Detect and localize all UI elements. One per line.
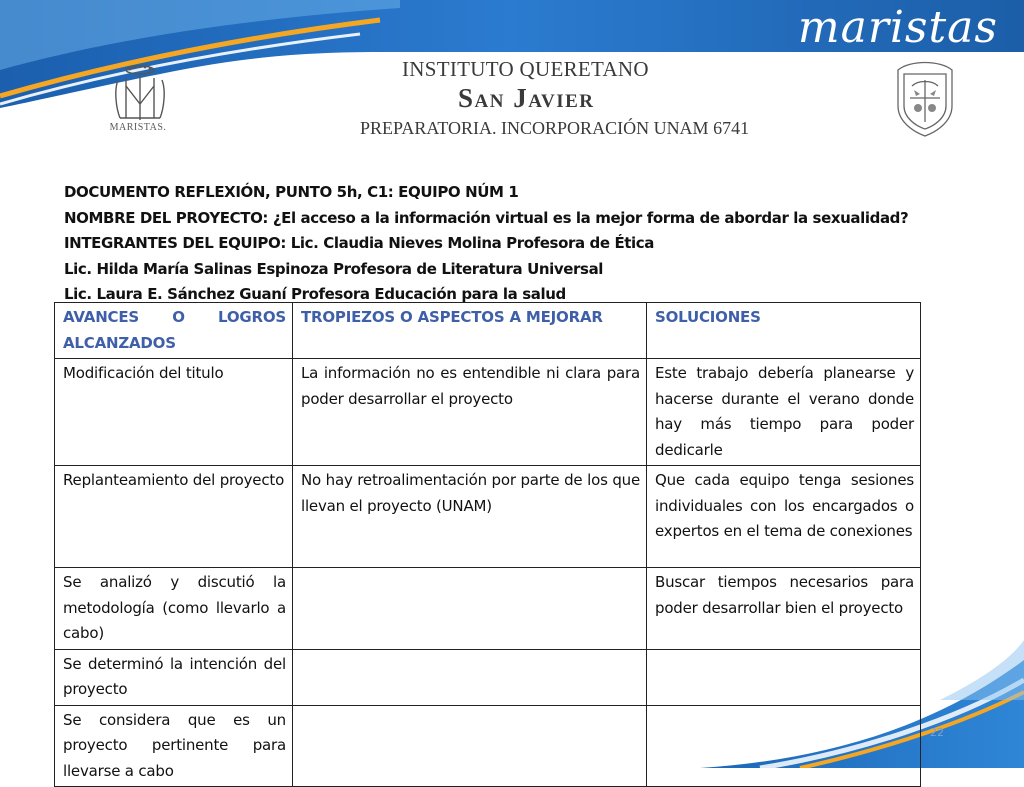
project-name: NOMBRE DEL PROYECTO: ¿El acceso a la información virtual es la mejor forma de abordar la sexualidad? <box>64 208 909 227</box>
page-number: 22 <box>930 726 944 739</box>
table-row <box>55 705 921 787</box>
table-cell: Este trabajo debería planearse y hacerse durante el verano donde hay más tiempo para poder dedicarle <box>647 359 921 466</box>
table-cell: No hay retroalimentación por parte de los que llevan el proyecto (UNAM) <box>293 466 647 568</box>
table-cell: La información no es entendible ni clara para poder desarrollar el proyecto <box>293 359 647 466</box>
table-row <box>55 649 921 705</box>
school-subtitle: PREPARATORIA. INCORPORACIÓN UNAM 6741 <box>360 118 750 138</box>
table-cell: Se considera que es un proyecto pertinente para llevarse a cabo <box>55 705 293 787</box>
table-cell: Buscar tiempos necesarios para poder desarrollar bien el proyecto <box>647 568 921 650</box>
table-header-row <box>55 303 921 359</box>
institute-name: INSTITUTO QUERETANO <box>402 57 649 81</box>
table-cell <box>293 649 647 705</box>
left-logo-caption: MARISTAS. <box>109 122 167 133</box>
table-cell: Replanteamiento del proyecto <box>55 466 293 568</box>
team-member-3: Lic. Laura E. Sánchez Guaní Profesora Educación para la salud <box>64 285 566 303</box>
table-cell: Se determinó la intención del proyecto <box>55 649 293 705</box>
team-members-line: INTEGRANTES DEL EQUIPO: Lic. Claudia Nieves Molina Profesora de Ética <box>64 234 655 252</box>
table-cell <box>293 705 647 787</box>
table-cell: Se analizó y discutió la metodología (como llevarlo a cabo) <box>55 568 293 650</box>
table-cell <box>647 649 921 705</box>
maristas-wordmark: maristas <box>797 2 998 53</box>
table-cell <box>647 705 921 787</box>
reflection-table <box>54 302 921 787</box>
document-title: DOCUMENTO REFLEXIÓN, PUNTO 5h, C1: EQUIPO NÚM 1 <box>64 183 519 201</box>
table-cell: Modificación del titulo <box>55 359 293 466</box>
project-info <box>64 180 964 308</box>
column-header-advances: AVANCES O LOGROS ALCANZADOS <box>55 303 293 359</box>
table-row <box>55 568 921 650</box>
table-row <box>55 466 921 568</box>
table-row <box>55 359 921 466</box>
table-cell: Que cada equipo tenga sesiones individuales con los encargados o expertos en el tema de conexiones <box>647 466 921 568</box>
column-header-solutions: SOLUCIONES <box>647 303 921 359</box>
school-name: San Javier <box>458 83 595 113</box>
unam-crest-icon <box>890 56 960 138</box>
column-header-setbacks: TROPIEZOS O ASPECTOS A MEJORAR <box>293 303 647 359</box>
table-cell <box>293 568 647 650</box>
team-member-2: Lic. Hilda María Salinas Espinoza Profesora de Literatura Universal <box>64 259 604 278</box>
